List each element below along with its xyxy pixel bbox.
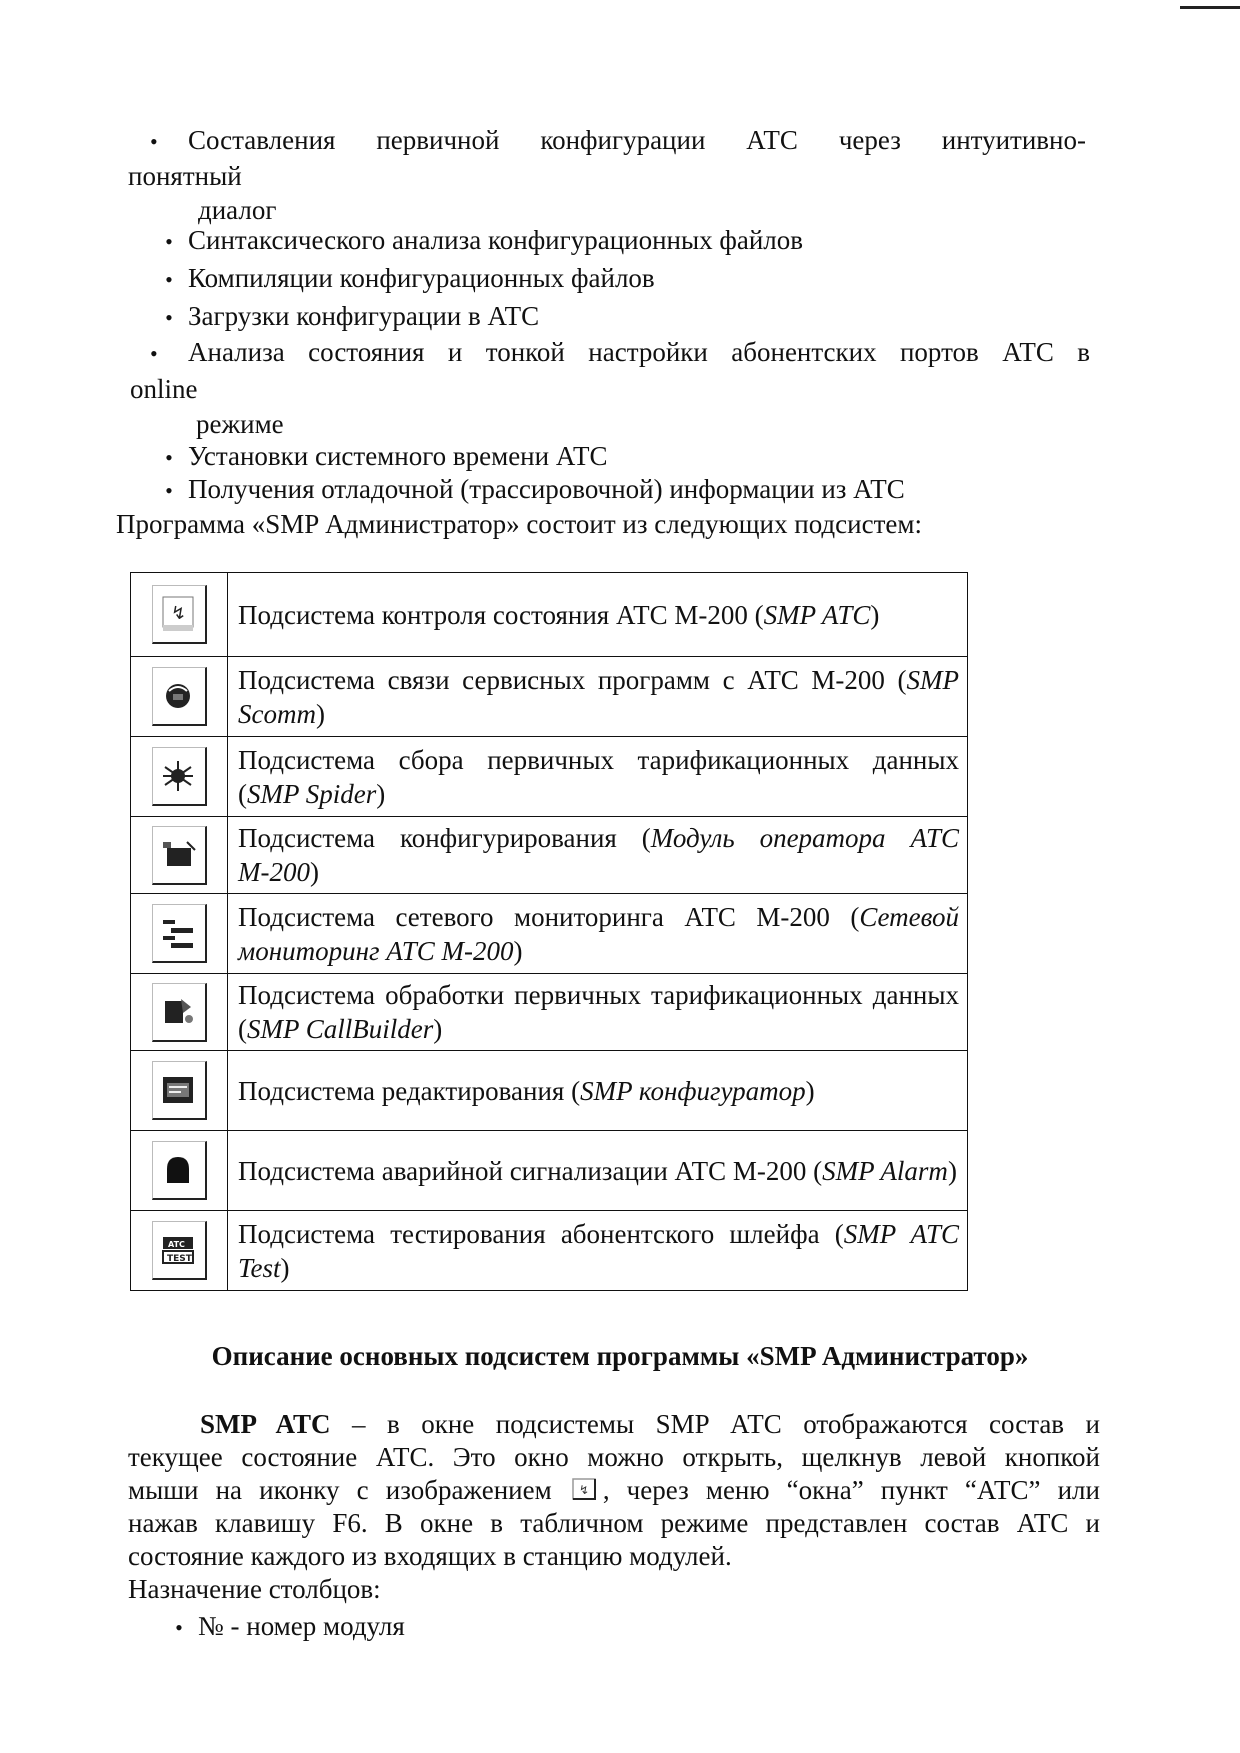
svg-text:ATC: ATC — [167, 1240, 185, 1249]
para-line-1: SMP ATC – в окне подсистемы SMP АТС отображаются состав и — [200, 1409, 1101, 1439]
configurator-icon — [152, 1061, 207, 1120]
subsystems-table — [130, 572, 968, 1291]
section-heading: Описание основных подсистем программы «SMP Администратор» — [211, 1341, 1029, 1371]
subsystem-icon-cell — [131, 894, 228, 974]
smp-spider-icon — [152, 747, 207, 806]
subsystem-row — [131, 1211, 968, 1291]
subsystem-row — [131, 657, 968, 737]
subsystem-description: Подсистема аварийной сигнализации АТС М-200 (SMP Alarm) — [228, 1131, 968, 1211]
list-item-4: • Загрузки конфигурации в АТС — [150, 300, 539, 334]
subsystem-description: Подсистема обработки первичных тарификационных данных (SMP CallBuilder) — [228, 974, 968, 1051]
subsystem-description: Подсистема конфигурирования (Модуль оператора АТС М-200) — [228, 817, 968, 894]
svg-text:↯: ↯ — [578, 1483, 589, 1497]
bullet-icon: • — [150, 129, 158, 154]
smp-atc-inline-icon — [569, 1477, 603, 1503]
callbuilder-icon — [152, 983, 207, 1042]
subsystem-row — [131, 573, 968, 657]
para-line-2: текущее состояние АТС. Это окно можно открыть, щелкнув левой кнопкой — [128, 1442, 1100, 1472]
subsystem-row — [131, 1051, 968, 1131]
subsystem-row — [131, 737, 968, 817]
subsystem-icon-cell — [131, 1211, 228, 1291]
list-item-1-cont2: диалог — [198, 195, 277, 225]
list-item-1: • Составления первичной конфигурации АТС через интуитивно- — [150, 124, 1086, 158]
subsystem-description: Подсистема связи сервисных программ с АТС М-200 (SMP Scomm) — [228, 657, 968, 737]
list-item-5-cont: online — [130, 374, 198, 404]
smp-atc-icon — [152, 585, 207, 644]
para-line-5: состояние каждого из входящих в станцию модулей. — [128, 1541, 732, 1571]
smp-atc-term: SMP ATC — [200, 1409, 331, 1439]
smp-scomm-icon — [152, 667, 207, 726]
subsystem-row — [131, 817, 968, 894]
subsystem-description: Подсистема тестирования абонентского шлейфа (SMP ATC Test) — [228, 1211, 968, 1291]
para-line-4: нажав клавишу F6. В окне в табличном режиме представлен состав АТС и — [128, 1508, 1100, 1538]
list-item-5: • Анализа состояния и тонкой настройки абонентских портов АТС в — [150, 336, 1090, 370]
subsystem-row — [131, 974, 968, 1051]
subsystem-row — [131, 894, 968, 974]
scan-edge-mark — [1180, 6, 1240, 9]
subsystem-description: Подсистема контроля состояния АТС М-200 (SMP ATC) — [228, 573, 968, 657]
list-item-1-cont: понятный — [128, 161, 242, 191]
list-item-5-cont2: режиме — [196, 409, 284, 439]
intro-text: Программа «SMP Администратор» состоит из следующих подсистем: — [116, 509, 922, 539]
subsystem-icon-cell — [131, 737, 228, 817]
subsystem-row — [131, 1131, 968, 1211]
subsystem-icon-cell — [131, 573, 228, 657]
subsystem-description: Подсистема сбора первичных тарификационных данных (SMP Spider) — [228, 737, 968, 817]
list-item-2: • Синтаксического анализа конфигурационных файлов — [150, 224, 803, 258]
subsystem-icon-cell — [131, 817, 228, 894]
subsystem-icon-cell — [131, 1051, 228, 1131]
network-monitor-icon — [152, 904, 207, 963]
columns-label: Назначение столбцов: — [128, 1574, 381, 1604]
bullet-icon: • — [165, 229, 173, 254]
subsystem-description: Подсистема сетевого мониторинга АТС М-200 (Сетевой мониторинг АТС М-200) — [228, 894, 968, 974]
list-item-6: • Установки системного времени АТС — [150, 440, 607, 474]
list-item-7: • Получения отладочной (трассировочной) информации из АТС — [150, 473, 905, 507]
bullet-icon: • — [165, 267, 173, 292]
subsystem-description: Подсистема редактирования (SMP конфигуратор) — [228, 1051, 968, 1131]
para-line-3: мыши на иконку с изображением ↯ , через меню “окна” пункт “АТС” или — [128, 1475, 1100, 1505]
svg-text:TEST: TEST — [166, 1254, 192, 1264]
subsystem-icon-cell — [131, 1131, 228, 1211]
alarm-icon — [152, 1141, 207, 1200]
bullet-icon: • — [165, 478, 173, 503]
svg-text:↯: ↯ — [170, 603, 186, 624]
columns-list-item: • № - номер модуля — [160, 1610, 405, 1644]
bullet-icon: • — [150, 341, 158, 366]
bullet-icon: • — [175, 1615, 183, 1640]
list-item-3: • Компиляции конфигурационных файлов — [150, 262, 655, 296]
bullet-icon: • — [165, 445, 173, 470]
subsystem-icon-cell — [131, 974, 228, 1051]
bullet-icon: • — [165, 305, 173, 330]
operator-module-icon — [152, 826, 207, 885]
atc-test-icon — [152, 1221, 207, 1280]
subsystem-icon-cell — [131, 657, 228, 737]
